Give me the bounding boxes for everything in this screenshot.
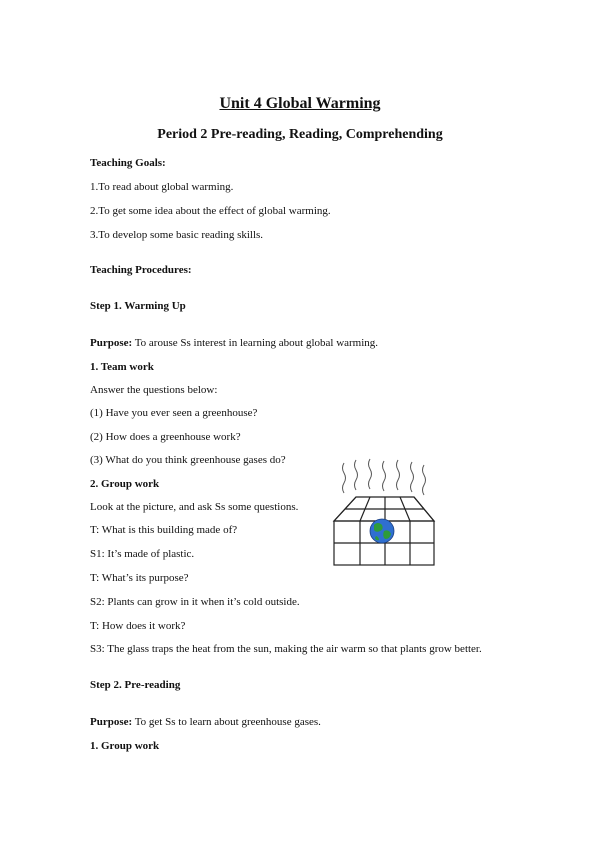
dialogue-line: T: How does it work? [90, 620, 186, 632]
question-item: (3) What do you think greenhouse gases do? [90, 454, 286, 466]
step2-heading: Step 2. Pre-reading [90, 679, 181, 691]
purpose-label: Purpose: [90, 337, 133, 349]
dialogue-line: T: What’s its purpose? [90, 572, 189, 584]
dialogue-line: S2: Plants can grow in it when it’s cold outside. [90, 596, 300, 608]
purpose-text: To get Ss to learn about greenhouse gases. [132, 716, 321, 728]
step1-heading: Step 1. Warming Up [90, 300, 186, 312]
goal-item: 3.To develop some basic reading skills. [90, 229, 264, 241]
procedures-heading: Teaching Procedures: [90, 264, 192, 276]
page-title: Unit 4 Global Warming [219, 95, 381, 112]
group-work-intro: Look at the picture, and ask Ss some questions. [90, 501, 299, 513]
group-work-heading: 2. Group work [90, 478, 160, 490]
step2-group-work-heading: 1. Group work [90, 740, 160, 752]
step1-purpose [90, 337, 378, 350]
teaching-goals-heading: Teaching Goals: [90, 157, 166, 169]
greenhouse-earth-icon [330, 457, 438, 569]
goal-item: 2.To get some idea about the effect of global warming. [90, 205, 331, 217]
goal-item: 1.To read about global warming. [90, 181, 234, 193]
question-item: (1) Have you ever seen a greenhouse? [90, 407, 258, 419]
step2-purpose [90, 716, 321, 729]
dialogue-line: S1: It’s made of plastic. [90, 548, 195, 560]
purpose-text: To arouse Ss interest in learning about global warming. [132, 337, 379, 349]
dialogue-line: T: What is this building made of? [90, 524, 238, 536]
team-work-heading: 1. Team work [90, 361, 154, 373]
purpose-label: Purpose: [90, 716, 133, 728]
page-subtitle: Period 2 Pre-reading, Reading, Comprehending [157, 127, 443, 142]
team-work-intro: Answer the questions below: [90, 384, 218, 396]
dialogue-line: S3: The glass traps the heat from the sun, making the air warm so that plants grow better. [90, 643, 482, 655]
question-item: (2) How does a greenhouse work? [90, 431, 241, 443]
